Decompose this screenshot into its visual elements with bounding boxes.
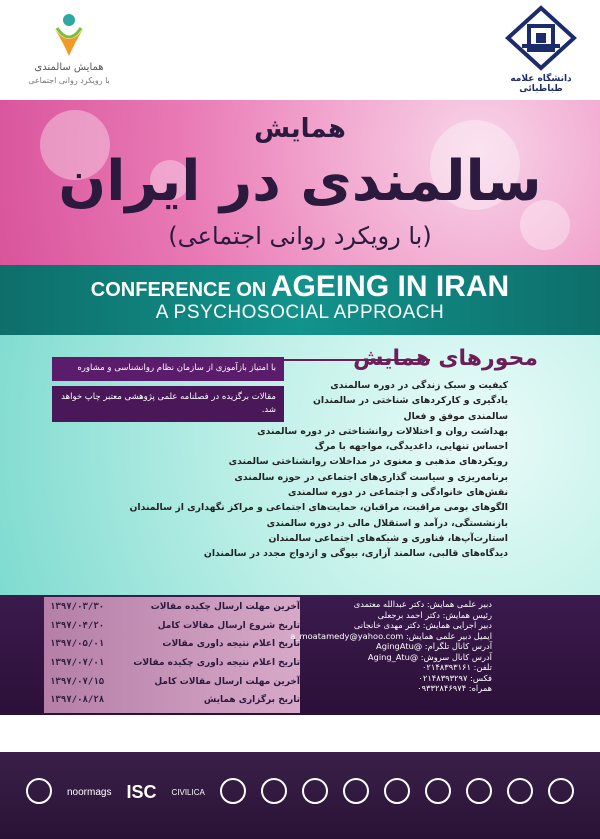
contact-chair: رئیس همایش: دکتر احمد برجعلی: [377, 609, 492, 620]
conference-logo: [14, 10, 124, 94]
date-value: ۱۳۹۷/۰۳/۳۰: [50, 602, 105, 613]
english-title-prefix: CONFERENCE ON: [90, 279, 267, 301]
date-label: تاریخ برگزاری همایش: [203, 695, 300, 706]
list-item: الگوهای بومی مراقبت، مراقبان، حمایت‌های اجتماعی و مراکز نگهداری از سالمندان: [129, 502, 508, 514]
sponsor-logo: [302, 778, 328, 807]
cme-credit-note: با امتیاز بازآموزی از سازمان نظام روانشناسی و مشاوره: [52, 357, 284, 381]
list-item: سالمندی موفق و فعال: [403, 410, 508, 422]
contact-email[interactable]: ایمیل دبیر علمی همایش: a_moatamedy@yahoo.com: [290, 630, 492, 641]
page-title: سالمندی در ایران: [58, 149, 542, 214]
date-label: تاریخ اعلام نتیجه داوری چکیده مقالات: [133, 658, 300, 669]
date-label: آخرین مهلت ارسال چکیده مقالات: [150, 602, 300, 613]
date-value: ۱۳۹۷/۰۵/۰۱: [50, 639, 105, 650]
venue-text: مکان: سالن آمفی تئاتر دانشکده روانشناسی و علوم تربیتی دانشگاه علامه طباطبائی: [152, 719, 448, 729]
sponsor-logo: [466, 778, 492, 807]
date-row: [50, 672, 300, 691]
list-item: بهداشت روان و اختلالات روانشناختی در دوره سالمندی: [257, 425, 508, 437]
date-row: [50, 617, 300, 636]
sponsor-logo: [384, 778, 410, 807]
sponsor-logo: [220, 778, 246, 807]
sponsor-emblem-icon: [466, 778, 492, 804]
english-title: [0, 270, 600, 304]
sponsor-emblem-icon: [425, 778, 451, 804]
contact-info: [292, 599, 492, 694]
publication-note: مقالات برگزیده در فصلنامه علمی پژوهشی معتبر چاپ خواهد شد.: [52, 386, 284, 422]
contact-mobile: همراه: ۰۹۳۳۲۸۴۶۹۷۴: [417, 683, 492, 693]
list-item: استارت‌آپ‌ها، فناوری و شبکه‌های اجتماعی سالمندان: [268, 532, 508, 544]
contact-scientific-secretary: دبیر علمی همایش: دکتر عبدالله معتمدی: [353, 599, 492, 609]
list-item: نقش‌های خانوادگی و اجتماعی در دوره سالمندی: [288, 487, 508, 499]
sponsor-logo: [343, 778, 369, 807]
list-item: رویکردهای مذهبی و معنوی در مداخلات روانشناختی سالمندی: [228, 456, 508, 468]
conference-logo-icon: [49, 12, 89, 58]
sponsor-emblem-icon: [548, 778, 574, 804]
university-emblem-icon: [496, 4, 586, 74]
date-row: [50, 635, 300, 654]
sponsor-isc: ISC: [126, 781, 157, 802]
date-row: [50, 654, 300, 673]
list-item: کیفیت و سبک زندگی در دوره سالمندی: [330, 380, 508, 391]
sponsor-emblem-icon: [343, 778, 369, 804]
date-value: ۱۳۹۷/۰۷/۰۱: [50, 658, 105, 669]
contact-telegram[interactable]: آدرس کانال تلگرام: @AgingAtu: [376, 641, 492, 651]
sponsor-emblem-icon: [261, 778, 287, 804]
university-logo: [496, 4, 586, 96]
date-value: ۱۳۹۷/۰۸/۲۸: [50, 695, 105, 706]
title-subtitle: (با رویکرد روانی اجتماعی): [168, 222, 432, 250]
sponsor-emblem-icon: [302, 778, 328, 804]
sponsor-emblem-icon: [384, 778, 410, 804]
sponsor-logo: [425, 778, 451, 807]
sponsor-emblem-icon: [220, 778, 246, 804]
english-subtitle: A PSYCHOSOCIAL APPROACH: [155, 302, 445, 323]
date-value: ۱۳۹۷/۰۴/۲۰: [50, 620, 105, 631]
contact-executive-secretary: دبیر اجرایی همایش: دکتر مهدی خانجانی: [353, 620, 492, 630]
list-item: بازنشستگی، درآمد و استقلال مالی در دوره سالمندی: [266, 517, 508, 529]
website-link[interactable]: www.aging.atu.ac.ir: [239, 732, 361, 748]
list-item: دیدگاه‌های قالبی، سالمند آزاری، بیوگی و ازدواج مجدد در سالمندان: [203, 548, 508, 560]
conference-logo-subtitle: با رویکرد روانی اجتماعی: [28, 76, 110, 85]
sponsor-logo: [261, 778, 287, 807]
date-label: تاریخ اعلام نتیجه داوری مقالات: [162, 639, 300, 650]
date-row: [50, 691, 300, 710]
date-value: ۱۳۹۷/۰۷/۱۵: [50, 676, 105, 687]
contact-soroush[interactable]: آدرس کانال سروش: @Aging_Atu: [367, 651, 492, 662]
title-conference-word: همایش: [254, 114, 346, 144]
sponsor-emblem-icon: [26, 778, 52, 804]
topics-heading: محورهای همایش: [353, 346, 538, 371]
english-title-main: AGEING IN IRAN: [270, 270, 510, 303]
list-item: برنامه‌ریزی و سیاست گذاری‌های اجتماعی در حوزه سالمندی: [234, 471, 508, 483]
university-name: دانشگاه علامه طباطبائی: [510, 74, 572, 94]
sponsor-logos: [26, 762, 574, 822]
sponsor-logo: [507, 778, 533, 807]
sponsor-noormags: noormags: [67, 786, 112, 798]
contact-fax: فکس: ۰۲۱۴۸۳۹۳۲۹۷: [418, 672, 492, 683]
important-dates: [50, 598, 300, 710]
sponsor-civilica: CIVILICA: [171, 787, 205, 797]
date-label: آخرین مهلت ارسال مقالات کامل: [154, 676, 300, 687]
contact-phone: تلفن: ۰۲۱۴۸۳۹۳۱۶۱: [421, 662, 492, 672]
list-item: احساس تنهایی، داغدیدگی، مواجهه با مرگ: [314, 441, 508, 453]
sponsor-logo: [26, 778, 52, 807]
date-row: [50, 598, 300, 617]
list-item: یادگیری و کارکردهای شناختی در سالمندان: [313, 395, 508, 407]
date-label: تاریخ شروع ارسال مقالات کامل: [157, 620, 300, 631]
sponsor-emblem-icon: [507, 778, 533, 804]
sponsor-logo: [548, 778, 574, 807]
conference-logo-title: همایش سالمندی: [34, 62, 104, 73]
